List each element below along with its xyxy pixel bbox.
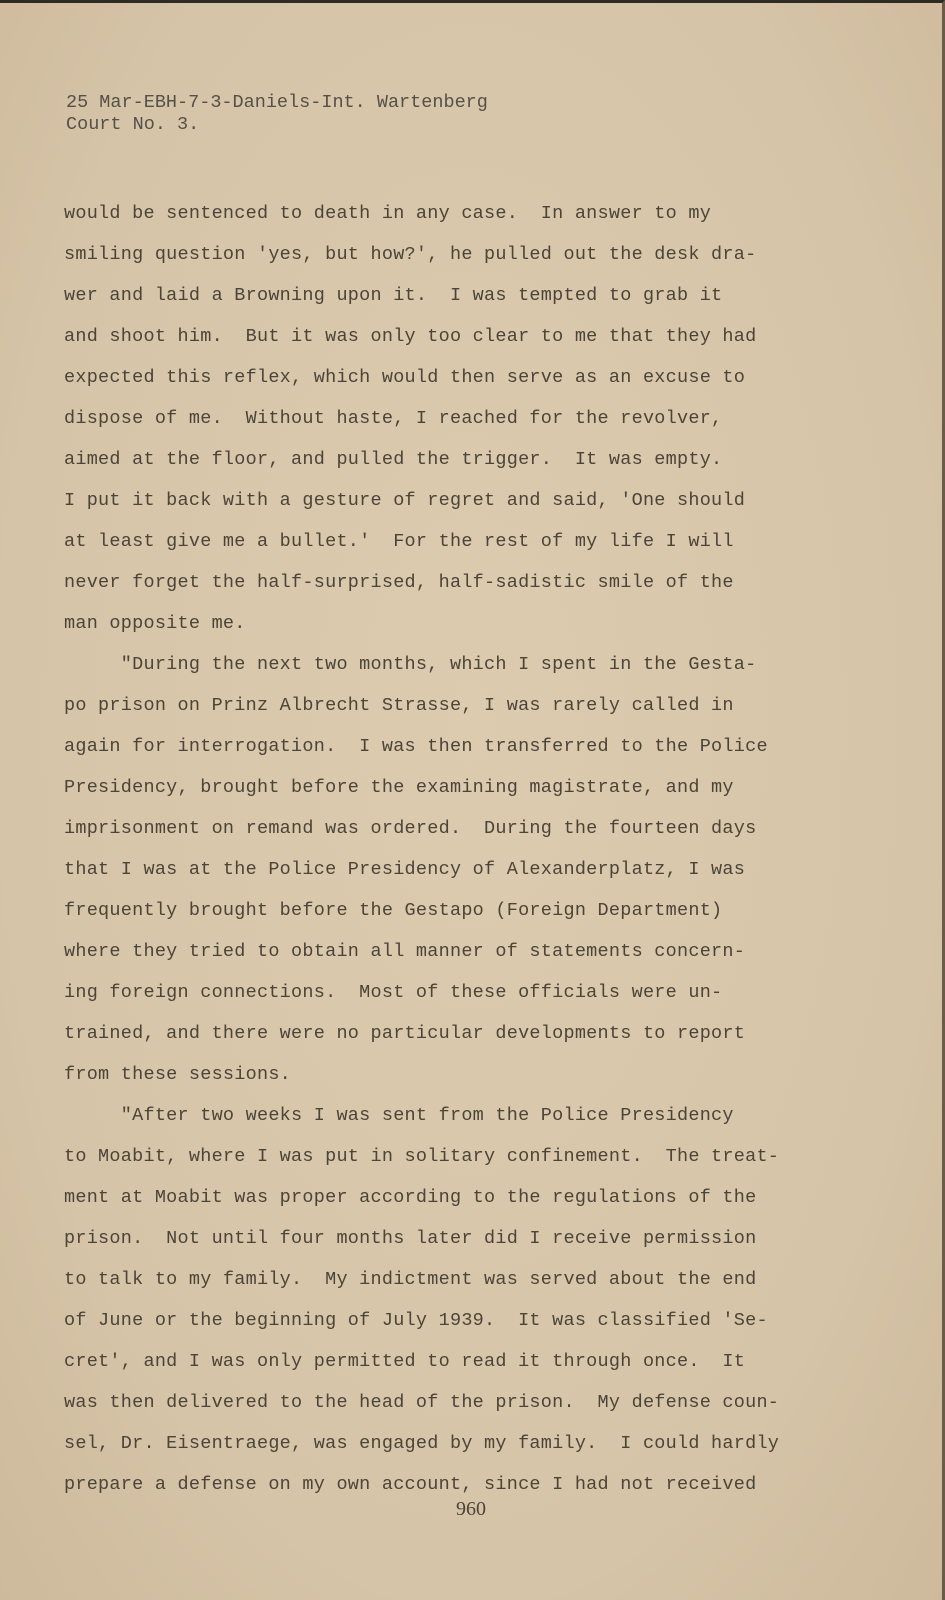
text-line: of June or the beginning of July 1939. It was classified 'Se- — [64, 1310, 768, 1331]
text-line: was then delivered to the head of the prison. My defense coun- — [64, 1392, 780, 1413]
text-line: wer and laid a Browning upon it. I was tempted to grab it — [64, 285, 723, 306]
text-line: sel, Dr. Eisentraege, was engaged by my family. I could hardly — [64, 1433, 780, 1454]
text-line: man opposite me. — [64, 613, 246, 634]
text-line: would be sentenced to death in any case. In answer to my — [64, 203, 712, 224]
text-line: that I was at the Police Presidency of Alexanderplatz, I was — [64, 859, 746, 880]
text-line: frequently brought before the Gestapo (Foreign Department) — [64, 900, 723, 921]
text-line: at least give me a bullet.' For the rest of my life I will — [64, 531, 734, 552]
header-court-line: Court No. 3. — [66, 114, 200, 135]
text-line: "After two weeks I was sent from the Police Presidency — [64, 1105, 734, 1126]
text-line: to Moabit, where I was put in solitary confinement. The treat- — [64, 1146, 780, 1167]
text-line: expected this reflex, which would then serve as an excuse to — [64, 367, 746, 388]
text-line: again for interrogation. I was then transferred to the Police — [64, 736, 768, 757]
text-line: trained, and there were no particular developments to report — [64, 1023, 746, 1044]
text-line: prepare a defense on my own account, since I had not received — [64, 1474, 757, 1495]
text-line: never forget the half-surprised, half-sadistic smile of the — [64, 572, 734, 593]
text-line: dispose of me. Without haste, I reached for the revolver, — [64, 408, 723, 429]
text-line: prison. Not until four months later did I receive permission — [64, 1228, 757, 1249]
header-reference-line: 25 Mar-EBH-7-3-Daniels-Int. Wartenberg — [66, 92, 488, 113]
text-line: ing foreign connections. Most of these officials were un- — [64, 982, 723, 1003]
text-line: from these sessions. — [64, 1064, 292, 1085]
text-line: to talk to my family. My indictment was served about the end — [64, 1269, 757, 1290]
text-line: I put it back with a gesture of regret and said, 'One should — [64, 490, 746, 511]
text-line: Presidency, brought before the examining magistrate, and my — [64, 777, 734, 798]
text-line: cret', and I was only permitted to read it through once. It — [64, 1351, 746, 1372]
document-header — [66, 92, 488, 136]
text-line: where they tried to obtain all manner of statements concern- — [64, 941, 746, 962]
text-line: imprisonment on remand was ordered. During the fourteen days — [64, 818, 757, 839]
text-line: smiling question 'yes, but how?', he pulled out the desk dra- — [64, 244, 757, 265]
text-line: ment at Moabit was proper according to the regulations of the — [64, 1187, 757, 1208]
page-number: 960 — [456, 1498, 486, 1520]
text-line: and shoot him. But it was only too clear to me that they had — [64, 326, 757, 347]
transcript-body — [64, 193, 854, 1505]
text-line: "During the next two months, which I spent in the Gesta- — [64, 654, 757, 675]
text-line: po prison on Prinz Albrecht Strasse, I was rarely called in — [64, 695, 734, 716]
text-line: aimed at the floor, and pulled the trigger. It was empty. — [64, 449, 723, 470]
